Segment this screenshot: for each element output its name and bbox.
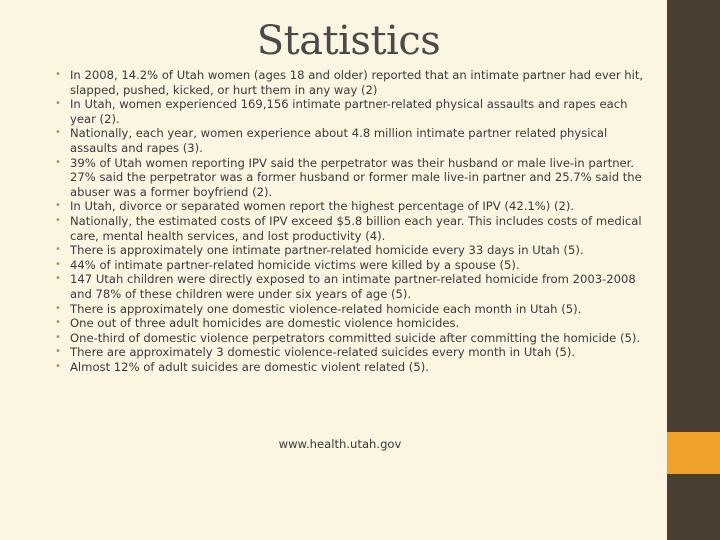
- bullet-icon: •: [55, 200, 61, 212]
- bullet-text: 44% of intimate partner-related homicide victims were killed by a spouse (5).: [70, 257, 520, 272]
- bullet-item: [55, 331, 655, 346]
- bullet-icon: •: [55, 214, 61, 226]
- bullet-item: [55, 302, 655, 317]
- bullet-icon: •: [55, 346, 61, 358]
- bullet-item: [55, 243, 655, 258]
- bullet-item: [55, 126, 655, 155]
- bullet-text: In Utah, divorce or separated women report the highest percentage of IPV (42.1%) (2).: [70, 199, 575, 214]
- bullet-icon: •: [55, 317, 61, 329]
- bullet-text: Nationally, each year, women experience about 4.8 million intimate partner related physical assaults and rapes (3).: [70, 126, 608, 155]
- bullet-icon: •: [55, 156, 61, 168]
- source-url: www.health.utah.gov: [278, 437, 402, 451]
- bullet-text: There is approximately one domestic violence-related homicide each month in Utah (5).: [70, 301, 582, 316]
- bullet-text: In 2008, 14.2% of Utah women (ages 18 and older) reported that an intimate partner had ever hit, slapped, pushed, kicked, or hurt them in any way (2): [70, 68, 644, 97]
- bullet-text: There are approximately 3 domestic violence-related suicides every month in Utah (5).: [70, 345, 576, 360]
- bullet-item: [55, 345, 655, 360]
- bullet-text: One out of three adult homicides are domestic violence homicides.: [70, 316, 460, 331]
- bullet-text: One-third of domestic violence perpetrators committed suicide after committing the homicide (5).: [70, 330, 641, 345]
- bullet-item: [55, 214, 655, 243]
- bullet-text: 39% of Utah women reporting IPV said the perpetrator was their husband or male live-in partner. 27% said the perpetrator was a former husband or former male live-in partner and 25.7% said the abuser was a former boyfriend (2).: [70, 155, 642, 199]
- bullet-icon: •: [55, 331, 61, 343]
- bullet-item: [55, 360, 655, 375]
- bullet-icon: •: [55, 302, 61, 314]
- bullet-item: [55, 97, 655, 126]
- bullet-list: [55, 68, 655, 374]
- bullet-icon: •: [55, 258, 61, 270]
- bullet-text: In Utah, women experienced 169,156 intimate partner-related physical assaults and rapes each year (2).: [70, 97, 628, 126]
- bullet-item: [55, 316, 655, 331]
- bullet-text: 147 Utah children were directly exposed to an intimate partner-related homicide from 2003-2008 and 78% of these children were under six years of age (5).: [70, 272, 636, 301]
- slide-title: Statistics: [256, 18, 441, 64]
- bullet-icon: •: [55, 360, 61, 372]
- bullet-icon: •: [55, 98, 61, 110]
- bullet-item: [55, 68, 655, 97]
- bullet-icon: •: [55, 69, 61, 80]
- bullet-text: Almost 12% of adult suicides are domestic violent related (5).: [70, 359, 429, 374]
- bullet-item: [55, 156, 655, 200]
- bullet-icon: •: [55, 127, 61, 139]
- bullet-item: [55, 258, 655, 273]
- bullet-icon: •: [55, 273, 61, 285]
- bullet-text: Nationally, the estimated costs of IPV exceed $5.8 billion each year. This includes costs of medical care, mental health services, and lost productivity (4).: [70, 213, 642, 243]
- bullet-text: There is approximately one intimate partner-related homicide every 33 days in Utah (5).: [70, 243, 584, 258]
- bullet-icon: •: [55, 244, 61, 256]
- bullet-item: [55, 272, 655, 301]
- bullet-item: [55, 199, 655, 214]
